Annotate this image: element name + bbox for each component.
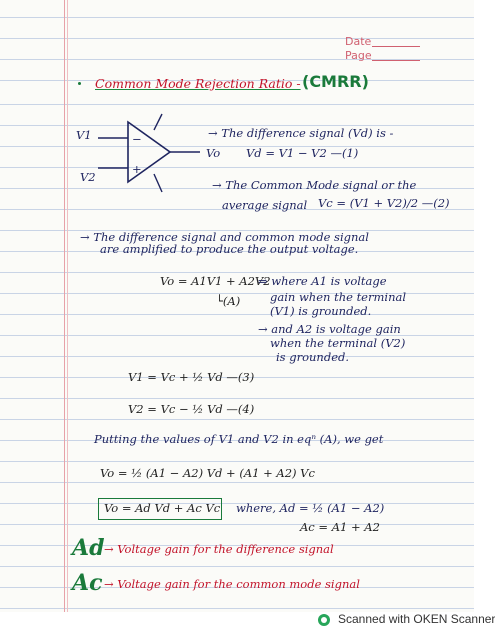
- and-a2-line2: when the terminal (V2): [270, 336, 406, 350]
- ad-symbol: Ad: [72, 535, 105, 561]
- amplified-line2: are amplified to produce the output voltage.: [100, 242, 359, 256]
- ac-symbol: Ac: [72, 570, 103, 596]
- v2-equation: V2 = Vc − ½ Vd —(4): [128, 402, 255, 416]
- page-title: Common Mode Rejection Ratio -: [95, 76, 301, 91]
- oken-logo-icon: [318, 614, 330, 626]
- margin-line: [64, 0, 65, 612]
- v1-equation: V1 = Vc + ½ Vd —(3): [128, 370, 255, 384]
- date-line: [372, 46, 420, 47]
- common-mode-intro: → The Common Mode signal or the: [212, 178, 417, 192]
- opamp-diagram: [70, 110, 210, 200]
- where-a1-line1: ⇒ where A1 is voltage: [258, 274, 387, 288]
- supply-bottom: [154, 174, 162, 192]
- output-label: Vo: [206, 146, 221, 160]
- where-ad: where, Ad = ½ (A1 − A2): [236, 501, 385, 515]
- input1-label: V1: [76, 128, 92, 142]
- input2-label: V2: [80, 170, 96, 184]
- vo-equation: Vo = A1V1 + A2V2: [160, 274, 271, 288]
- diff-signal-intro: → The difference signal (Vd) is -: [208, 126, 394, 140]
- bullet: [78, 82, 81, 85]
- title-abbrev: (CMRR): [302, 72, 369, 91]
- where-ac: Ac = A1 + A2: [300, 520, 380, 534]
- page-line: [372, 60, 420, 61]
- common-mode-line2: average signal: [222, 198, 308, 212]
- diff-signal-eq: Vd = V1 − V2 —(1): [246, 146, 359, 160]
- boxed-equation: Vo = Ad Vd + Ac Vc: [104, 501, 221, 515]
- minus-terminal: −: [132, 132, 142, 146]
- where-a1-line3: (V1) is grounded.: [270, 304, 372, 318]
- amplified-line1: → The difference signal and common mode signal: [80, 230, 369, 244]
- common-mode-eq: Vc = (V1 + V2)/2 —(2): [318, 196, 450, 210]
- where-a1-line2: gain when the terminal: [270, 290, 407, 304]
- and-a2-line3: is grounded.: [276, 350, 350, 364]
- vo-expanded: Vo = ½ (A1 − A2) Vd + (A1 + A2) Vc: [100, 466, 315, 480]
- margin-line: [67, 0, 68, 612]
- putting-line: Putting the values of V1 and V2 in eqⁿ (A), we get: [94, 432, 384, 446]
- and-a2-line1: → and A2 is voltage gain: [258, 322, 401, 336]
- page-label: Page: [345, 49, 372, 62]
- supply-top: [154, 114, 162, 130]
- ac-description: → Voltage gain for the common mode signal: [104, 577, 360, 591]
- vo-ref: └(A): [216, 294, 241, 308]
- scanner-watermark: Scanned with OKEN Scanner: [338, 612, 495, 626]
- ad-description: → Voltage gain for the difference signal: [104, 542, 334, 556]
- plus-terminal: +: [132, 162, 142, 176]
- date-label: Date: [345, 35, 372, 48]
